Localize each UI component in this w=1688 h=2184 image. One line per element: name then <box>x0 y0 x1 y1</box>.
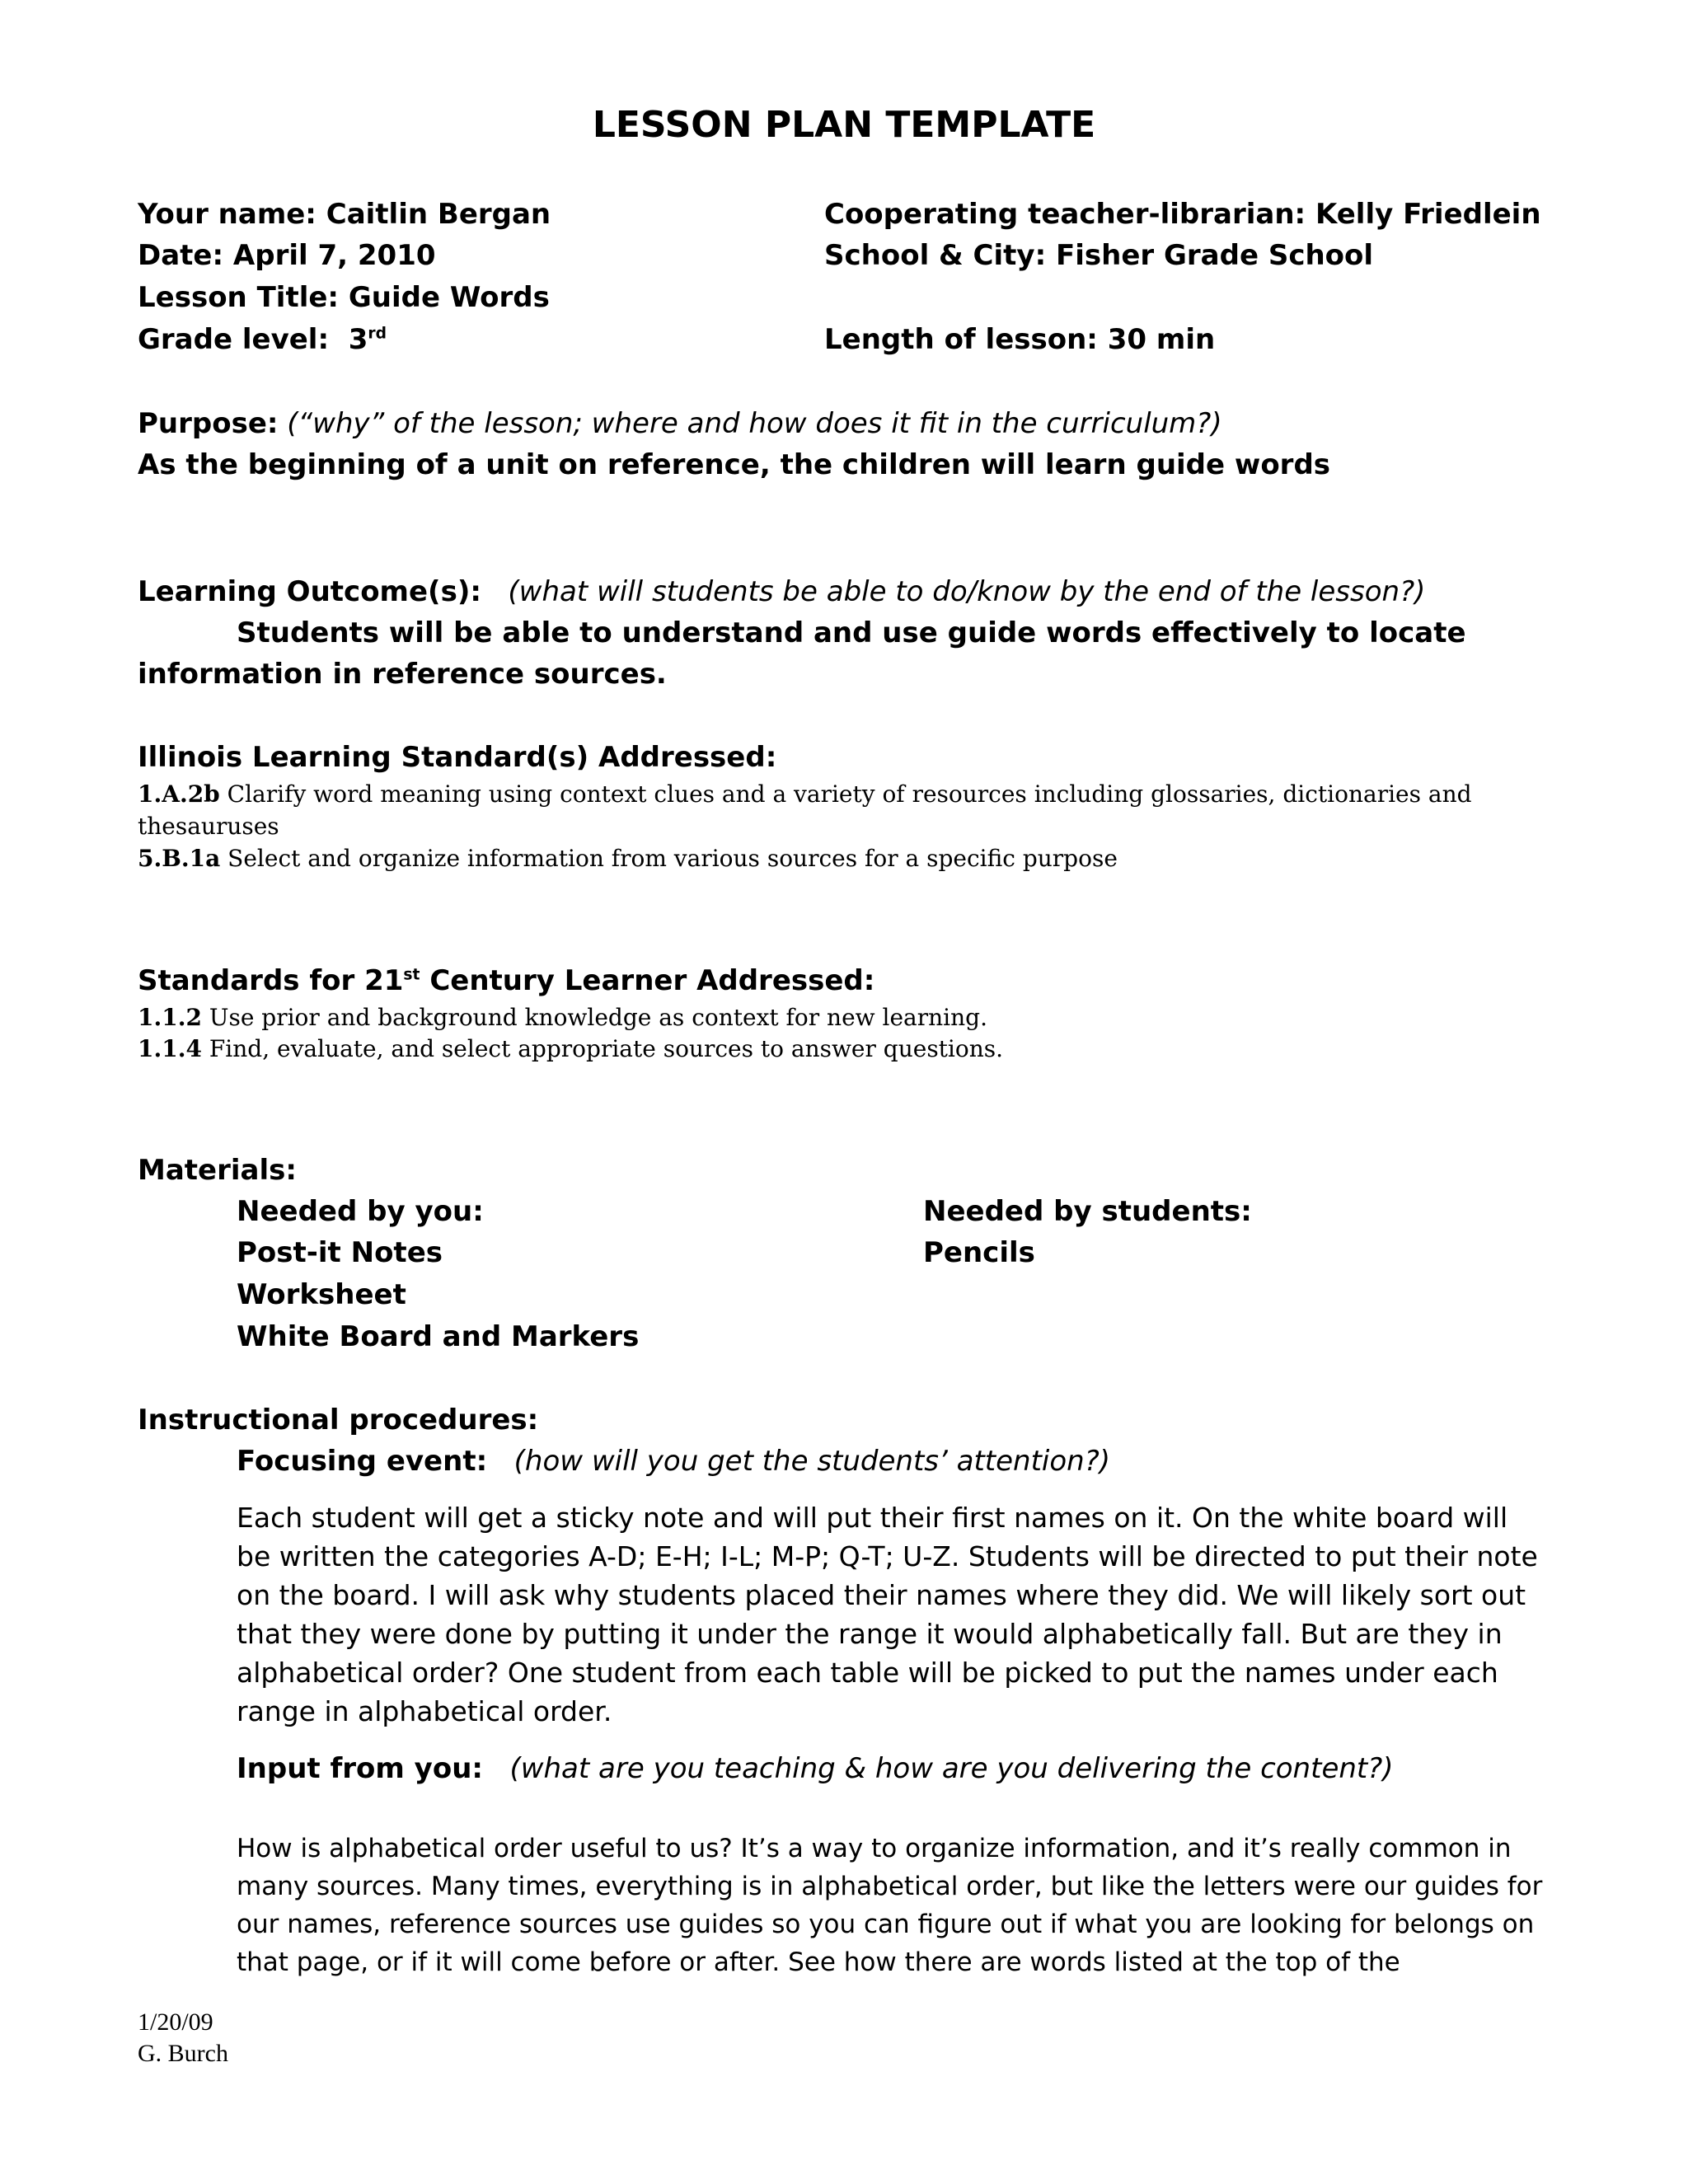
input-hint: (what are you teaching & how are you delivering the content?) <box>509 1752 1394 1785</box>
century-heading-sup: st <box>403 966 420 984</box>
input-label: Input from you: <box>237 1752 483 1785</box>
length-field <box>824 323 1215 356</box>
century-standards-heading <box>138 964 874 997</box>
lesson-title-field <box>138 281 550 314</box>
name-label: Your name: <box>138 198 326 231</box>
school-label: School & City: <box>824 239 1056 272</box>
grade-suffix: rd <box>368 325 387 343</box>
standard-code: 5.B.1a <box>138 845 221 872</box>
coop-value: Kelly Friedlein <box>1315 198 1541 231</box>
century-heading-pre: Standards for 21 <box>138 964 404 997</box>
input-text: How is alphabetical order useful to us? It’s a way to organize information, and it’s really common in many sources. Many times, everything is in alphabetical order, but like the letters were our guides for our names, reference sources use guides so you can figure out if what you are looking for belongs on that page, or if it will come before or after. See how there are words listed at the top of the <box>237 1834 1543 1977</box>
purpose-text: As the beginning of a unit on reference, the children will learn guide words <box>138 448 1331 481</box>
standard-text: Find, evaluate, and select appropriate sources to answer questions. <box>201 1035 1004 1062</box>
grade-label: Grade level: <box>138 323 349 356</box>
standard-text: Select and organize information from various sources for a specific purpose <box>220 845 1118 872</box>
material-item: Worksheet <box>237 1278 406 1311</box>
lesson-label: Lesson Title: <box>138 281 349 314</box>
footer-date: 1/20/09 <box>138 2008 213 2036</box>
purpose-heading <box>138 407 1222 440</box>
illinois-standard-item-continued: thesauruses <box>138 813 279 840</box>
standard-code: 1.1.4 <box>138 1035 202 1062</box>
focusing-event-text: Each student will get a sticky note and will put their first names on it. On the white board will be written the categories A-D; E-H; I-L; M-P; Q-T; U-Z. Students will be directed to put their note on the board. I will ask why students placed their names where they did. We will likely sort out that they were done by putting it under the range it would alphabetically fall. But are they in alphabetical order? One student from each table will be picked to put the names under each range in alphabetical order. <box>237 1502 1538 1727</box>
illinois-standard-item <box>138 780 1472 808</box>
length-value: 30 min <box>1107 323 1216 356</box>
outcome-label: Learning Outcome(s): <box>138 575 481 608</box>
school-field <box>824 239 1373 272</box>
date-label: Date: <box>138 239 233 272</box>
school-value: Fisher Grade School <box>1056 239 1374 272</box>
student-material-item: Pencils <box>923 1236 1035 1269</box>
standard-text: Use prior and background knowledge as context for new learning. <box>201 1004 987 1031</box>
name-field <box>138 198 551 231</box>
date-field <box>138 239 436 272</box>
lesson-value: Guide Words <box>348 281 550 314</box>
page-title: LESSON PLAN TEMPLATE <box>592 104 1096 146</box>
standard-text: Clarify word meaning using context clues and a variety of resources including glossaries, dictionaries and <box>219 780 1472 808</box>
focusing-event-heading <box>237 1445 1110 1478</box>
cooperating-teacher-field <box>824 198 1541 231</box>
material-item: Post-it Notes <box>237 1236 443 1269</box>
footer-author: G. Burch <box>138 2040 228 2067</box>
outcome-heading <box>138 575 1425 608</box>
needed-by-students-label: Needed by students: <box>923 1195 1252 1228</box>
coop-label: Cooperating teacher-librarian: <box>824 198 1315 231</box>
standard-code: 1.1.2 <box>138 1004 202 1031</box>
century-heading-post: Century Learner Addressed: <box>420 964 875 997</box>
focus-label: Focusing event: <box>237 1445 488 1478</box>
purpose-label: Purpose: <box>138 407 279 440</box>
length-label: Length of lesson: <box>824 323 1108 356</box>
focus-hint: (how will you get the students’ attention?) <box>513 1445 1111 1478</box>
outcome-hint: (what will students be able to do/know by the end of the lesson?) <box>508 575 1426 608</box>
instructional-procedures-heading: Instructional procedures: <box>138 1404 539 1436</box>
standard-code: 1.A.2b <box>138 780 220 808</box>
illinois-standards-heading: Illinois Learning Standard(s) Addressed: <box>138 741 777 774</box>
grade-field <box>138 323 387 356</box>
illinois-standard-item <box>138 845 1118 872</box>
materials-heading: Materials: <box>138 1154 297 1187</box>
century-standard-item <box>138 1004 987 1031</box>
needed-by-you-label: Needed by you: <box>237 1195 484 1228</box>
input-heading <box>237 1752 1394 1785</box>
century-standard-item <box>138 1035 1003 1062</box>
date-value: April 7, 2010 <box>232 239 436 272</box>
grade-value: 3 <box>348 323 368 356</box>
material-item: White Board and Markers <box>237 1320 640 1353</box>
name-value: Caitlin Bergan <box>326 198 551 231</box>
purpose-hint: (“why” of the lesson; where and how does it fit in the curriculum?) <box>287 407 1222 440</box>
outcome-text-line2: information in reference sources. <box>138 658 667 691</box>
outcome-text-line1: Students will be able to understand and use guide words effectively to locate <box>237 616 1466 649</box>
